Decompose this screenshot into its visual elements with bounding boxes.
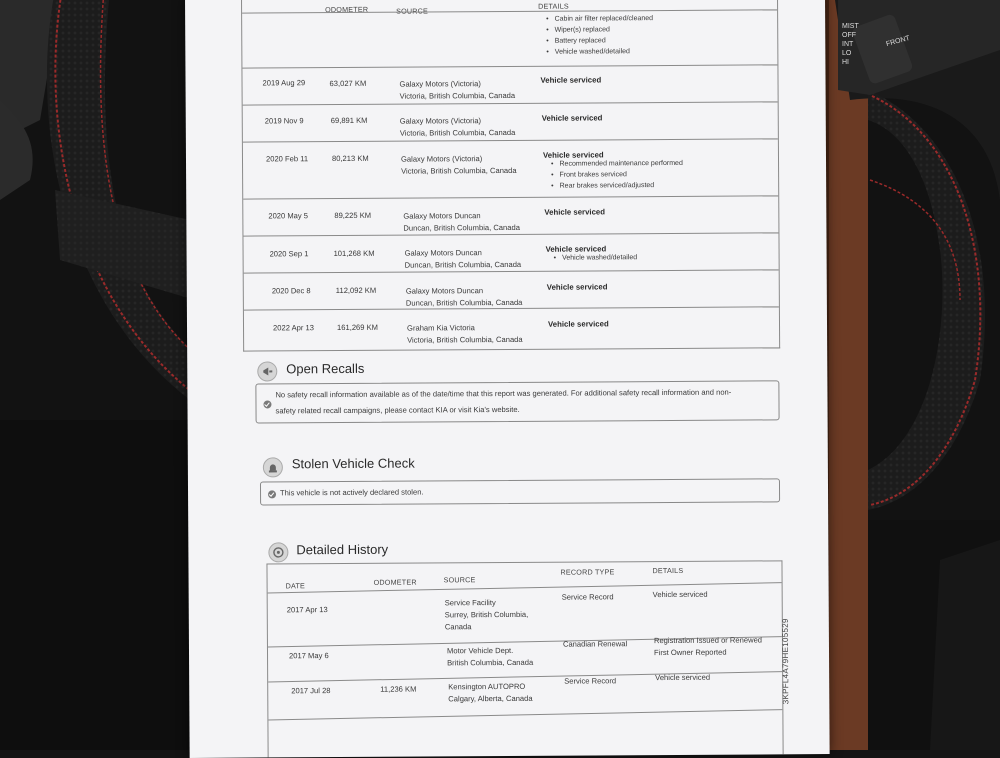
list-item: • Front brakes serviced [551, 171, 627, 178]
row-odometer: 89,225 KM [334, 210, 372, 221]
row-source-name: Galaxy Motors (Victoria) [400, 154, 483, 164]
open-recalls-box [255, 380, 779, 423]
row-source-name: Galaxy Motors Duncan [405, 286, 484, 296]
row-odometer: 101,268 KM [333, 248, 375, 259]
col-header-record-type: RECORD TYPE [560, 567, 615, 577]
stalk-label-off: OFF [842, 32, 856, 39]
row-odometer: 80,213 KM [331, 153, 369, 164]
row-record-type: Service Record [564, 676, 617, 686]
row-date: 2020 May 5 [268, 211, 309, 221]
detailed-history-icon [268, 542, 288, 562]
list-item: • Recommended maintenance performed [551, 160, 683, 168]
list-item: • Rear brakes serviced/adjusted [551, 182, 654, 190]
col-header-date: DATE [285, 581, 306, 591]
row-detail: Vehicle serviced [545, 244, 607, 254]
stalk-label-hi: HI [842, 59, 849, 66]
list-item: • Battery replaced [546, 37, 605, 44]
list-item: • Vehicle washed/detailed [554, 254, 638, 262]
check-icon [268, 490, 276, 498]
row-source-line: Canada [444, 622, 472, 632]
check-icon [263, 400, 271, 408]
row-source-location: Victoria, British Columbia, Canada [401, 165, 517, 176]
row-detail: Vehicle serviced [547, 319, 609, 329]
row-date: 2020 Feb 11 [265, 154, 309, 164]
list-item: • Wiper(s) replaced [546, 26, 610, 33]
stolen-check-title: Stolen Vehicle Check [291, 455, 415, 472]
row-detail: Vehicle serviced [546, 282, 608, 292]
row-divider [242, 64, 777, 68]
row-detail: First Owner Reported [653, 647, 727, 658]
row-odometer: 69,891 KM [330, 115, 368, 126]
row-source-location: Victoria, British Columbia, Canada [399, 90, 516, 101]
detailed-history-table [266, 560, 783, 758]
wiper-stalk-labels [842, 22, 859, 67]
stalk-label-front: FRONT [885, 34, 911, 49]
row-divider [243, 101, 778, 105]
row-source-name: Galaxy Motors (Victoria) [399, 116, 482, 126]
row-divider [243, 138, 778, 142]
row-odometer: 11,236 KM [380, 684, 417, 694]
col-header-odometer: ODOMETER [325, 4, 369, 15]
stalk-label-mist: MIST [842, 23, 859, 30]
vehicle-history-report-page [185, 0, 830, 758]
row-divider [243, 195, 778, 199]
row-source-name: Galaxy Motors (Victoria) [399, 79, 481, 89]
col-header-source: SOURCE [443, 575, 476, 585]
table-header-divider [242, 9, 777, 13]
row-date: 2017 Apr 13 [286, 605, 328, 615]
row-source-line: Surrey, British Columbia, [444, 609, 529, 620]
row-divider [268, 709, 782, 720]
col-header-details: DETAILS [538, 1, 569, 11]
row-source-location: Duncan, British Columbia, Canada [405, 297, 523, 308]
row-record-type: Service Record [561, 592, 614, 602]
service-records-table [241, 0, 780, 352]
row-detail: Vehicle serviced [542, 150, 604, 160]
row-source-name: Galaxy Motors Duncan [403, 211, 481, 221]
row-source-location: Duncan, British Columbia, Canada [403, 222, 520, 233]
row-source-name: Graham Kia Victoria [406, 323, 475, 333]
row-detail: Vehicle serviced [540, 75, 602, 85]
row-source-line: Service Facility [444, 598, 496, 608]
stolen-check-box [260, 478, 780, 505]
row-source-line: Motor Vehicle Dept. [446, 645, 514, 656]
row-date: 2017 May 6 [288, 651, 329, 661]
col-header-source: SOURCE [396, 6, 429, 16]
row-date: 2019 Aug 29 [262, 78, 306, 88]
row-source-location: Victoria, British Columbia, Canada [399, 127, 516, 138]
stolen-check-message: This vehicle is not actively declared stolen. [280, 487, 424, 498]
row-detail: Vehicle serviced [655, 672, 711, 683]
stalk-label-lo: LO [842, 50, 852, 57]
row-date: 2020 Sep 1 [269, 249, 309, 259]
row-detail: Registration Issued or Renewed [653, 635, 763, 646]
row-record-type: Canadian Renewal [562, 639, 628, 649]
list-item: • Vehicle washed/detailed [546, 48, 630, 56]
vin-label: 3KPFL4A79HE105529 [780, 618, 791, 705]
row-odometer: 63,027 KM [329, 78, 367, 89]
row-date: 2017 Jul 28 [291, 686, 331, 696]
open-recalls-line-2: safety related recall campaigns, please contact KIA or visit Kia's website. [275, 404, 520, 416]
col-header-details: DETAILS [652, 565, 684, 576]
list-item: • Cabin air filter replaced/cleaned [546, 15, 653, 23]
detailed-history-title: Detailed History [296, 541, 389, 558]
stalk-label-int: INT [842, 41, 854, 48]
row-odometer: 161,269 KM [336, 322, 379, 333]
row-date: 2022 Apr 13 [272, 323, 315, 333]
row-source-line: Kensington AUTOPRO [448, 681, 526, 692]
col-header-odometer: ODOMETER [373, 577, 417, 587]
recall-icon [257, 361, 277, 381]
row-source-name: Galaxy Motors Duncan [404, 248, 482, 258]
row-detail: Vehicle serviced [541, 113, 603, 123]
open-recalls-title: Open Recalls [286, 360, 365, 377]
stolen-check-icon [263, 457, 283, 477]
open-recalls-line-1: No safety recall information available as of the date/time that this report was generated. For additional safety recall information and non- [275, 387, 732, 400]
row-source-location: Victoria, British Columbia, Canada [407, 334, 523, 345]
row-detail: Vehicle serviced [544, 207, 606, 217]
row-source-location: Duncan, British Columbia, Canada [404, 259, 522, 270]
row-source-line: British Columbia, Canada [447, 657, 534, 668]
row-detail: Vehicle serviced [652, 589, 708, 600]
row-date: 2020 Dec 8 [271, 286, 311, 296]
row-source-line: Calgary, Alberta, Canada [448, 693, 533, 704]
row-odometer: 112,092 KM [335, 285, 377, 296]
row-date: 2019 Nov 9 [264, 116, 304, 126]
